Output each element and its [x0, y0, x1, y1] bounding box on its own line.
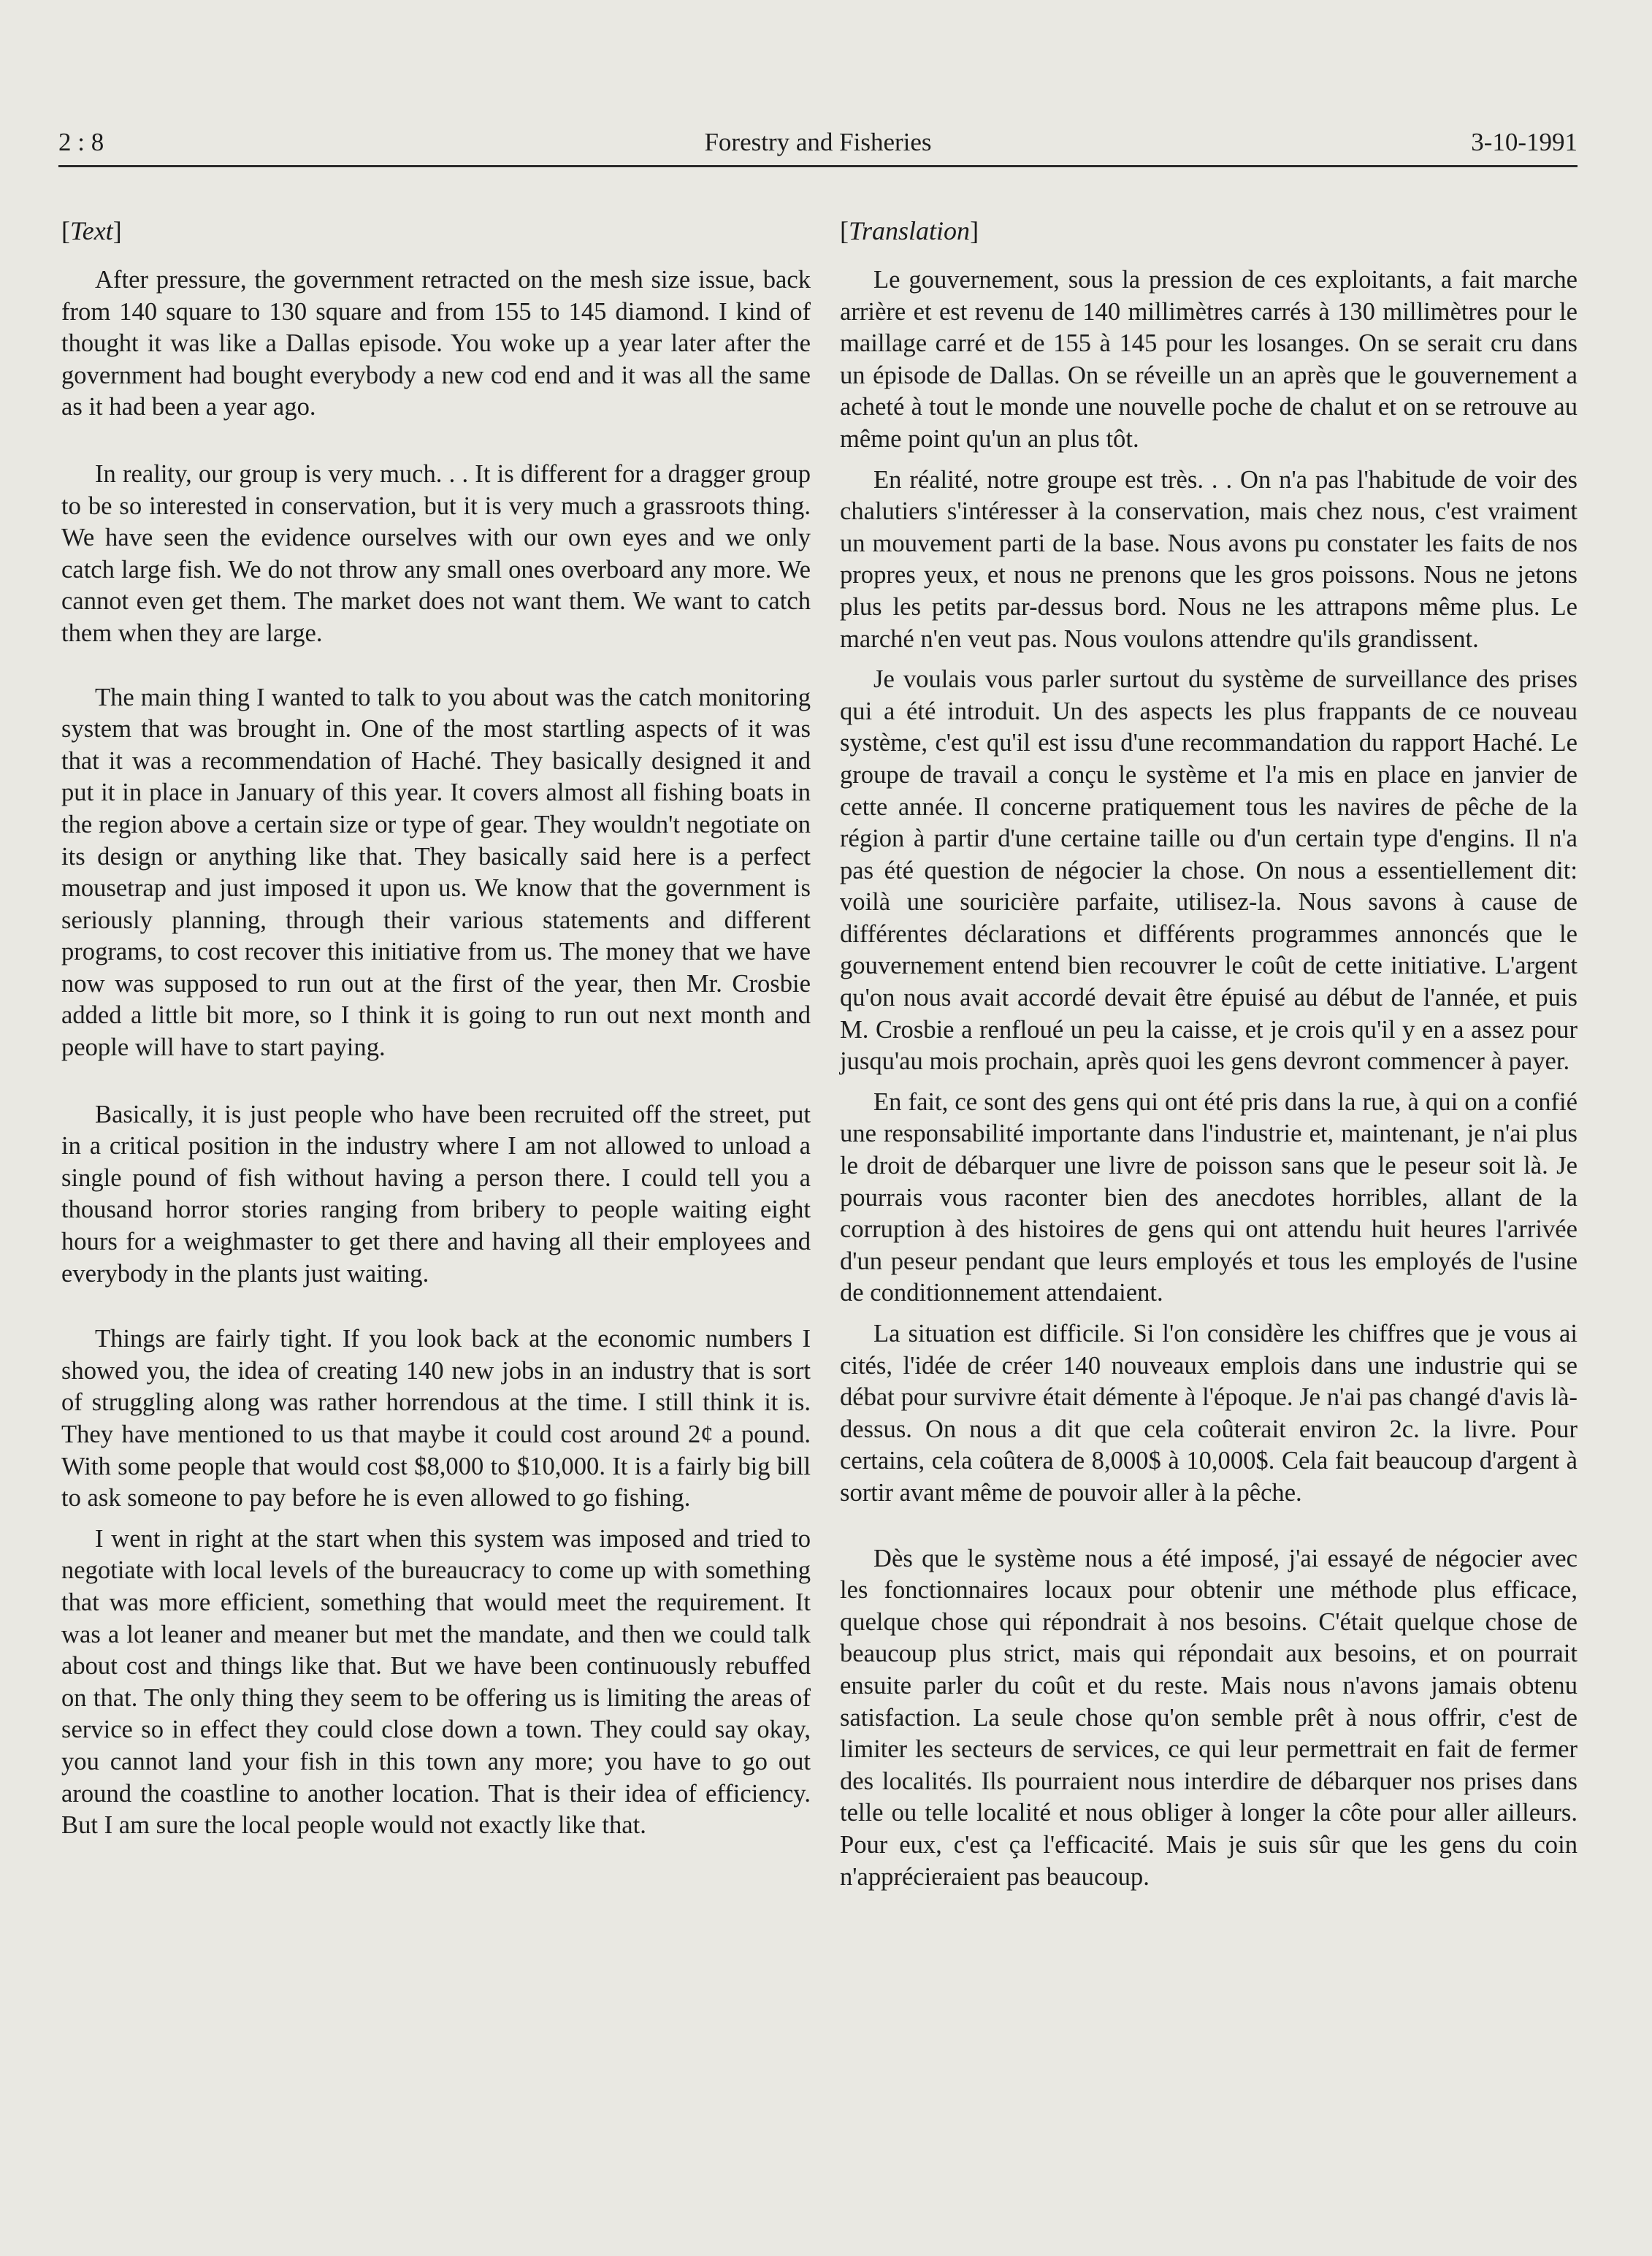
- publication-title: Forestry and Fisheries: [704, 128, 932, 156]
- column-label-translation: [Translation]: [840, 216, 979, 245]
- header-rule: [58, 165, 1578, 167]
- header-date: 3-10-1991: [1471, 128, 1578, 156]
- paragraph: Dès que le système nous a été imposé, j'ai essayé de négocier avec les fonctionnaires locaux pour obtenir une méthode plus efficace, quelque chose qui répondrait à nos besoins. C'était quelque chose de beaucoup plus strict, mais qui répondait aux besoins, et on pourrait ensuite parler du coût et du reste. Mais nous n'avons jamais obtenu satisfaction. La seule chose qu'on semble prêt à nous offrir, c'est de limiter les secteurs de services, ce qui leur permettrait en fait de fermer des localités. Ils pourraient nous interdire de débarquer nos prises dans telle ou telle localité et nous obliger à longer la côte pour aller ailleurs. Pour eux, c'est ça l'efficacité. Mais je suis sûr que les gens du coin n'apprécieraient pas beaucoup.: [840, 1544, 1578, 1891]
- column-label-text: [Text]: [61, 216, 122, 245]
- column-label-text-word: Text: [70, 216, 113, 245]
- paragraph: En fait, ce sont des gens qui ont été pris dans la rue, à qui on a confié une responsabilité importante dans l'industrie et, maintenant, je n'ai plus le droit de débarquer une livre de poisson sans que le peseur soit là. Je pourrais vous raconter bien des anecdotes horribles, allant de la corruption à des histoires de gens qui ont attendu huit heures l'arrivée d'un peseur pendant que leurs employés et tous les employés de l'usine de conditionnement attendaient.: [840, 1087, 1578, 1307]
- paragraph: I went in right at the start when this system was imposed and tried to negotiate with local levels of the bureaucracy to come up with something that was more efficient, something that would meet the requirement. It was a lot leaner and meaner but met the mandate, and then we could talk about cost and things like that. But we have been continuously rebuffed on that. The only thing they seem to be offering us is limiting the areas of service so in effect they could close down a town. They could say okay, you cannot land your fish in this town any more; you have to go out around the coastline to another location. That is their idea of efficiency. But I am sure the local people would not exactly like that.: [61, 1524, 811, 1840]
- paragraph: Le gouvernement, sous la pression de ces exploitants, a fait marche arrière et est revenu de 140 millimètres carrés à 130 millimètres pour le maillage carré et de 155 à 145 pour les losanges. On se serait cru dans un épisode de Dallas. On se réveille un an après que le gouvernement a acheté à tout le monde une nouvelle poche de chalut et on se retrouve au même point qu'un an plus tôt.: [840, 266, 1578, 453]
- paragraph: The main thing I wanted to talk to you about was the catch monitoring system that was brought in. One of the most startling aspects of it was that it was a recommendation of Haché. They basically designed it and put it in place in January of this year. It covers almost all fishing boats in the region above a certain size or type of gear. They wouldn't negotiate on its design or anything like that. They basically said here is a perfect mousetrap and just imposed it upon us. We know that the government is seriously planning, through their various statements and different programs, to cost recover this initiative from us. The money that we have now was supposed to run out at the first of the year, then Mr. Crosbie added a little bit more, so I think it is going to run out next month and people will have to start paying.: [61, 683, 811, 1062]
- text-column: [61, 213, 811, 1842]
- paragraph: In reality, our group is very much. . . It is different for a dragger group to be so interested in conservation, but it is very much a grassroots thing. We have seen the evidence ourselves with our own eyes and we only catch large fish. We do not throw any small ones overboard any more. We cannot even get them. The market does not want them. We want to catch them when they are large.: [61, 459, 811, 647]
- running-header: [58, 126, 1578, 167]
- column-label-translation-word: Translation: [849, 216, 971, 245]
- paragraph: Things are fairly tight. If you look back at the economic numbers I showed you, the idea of creating 140 new jobs in an industry that is sort of struggling along was rather horrendous at the time. I still think it is. They have mentioned to us that maybe it could cost around 2¢ a pound. With some people that would cost $8,000 to $10,000. It is a fairly big bill to ask someone to pay before he is even allowed to go fishing.: [61, 1325, 811, 1513]
- paragraph: En réalité, notre groupe est très. . . On n'a pas l'habitude de voir des chalutiers s'intéresser à la conservation, mais chez nous, c'est vraiment un mouvement parti de la base. Nous avons pu constater les faits de nos propres yeux, et nous ne prenons que les gros poissons. Nous ne jetons plus les petits par-dessus bord. Nous ne les attrapons même plus. Le marché n'en veut pas. Nous voulons attendre qu'ils grandissent.: [840, 465, 1578, 653]
- page-number: 2 : 8: [58, 128, 104, 156]
- paragraph: Basically, it is just people who have been recruited off the street, put in a critical position in the industry where I am not allowed to unload a single pound of fish without having a person there. I could tell you a thousand horror stories ranging from bribery to people waiting eight hours for a weighmaster to get there and having all their employees and everybody in the plants just waiting.: [61, 1100, 811, 1288]
- paragraph: La situation est difficile. Si l'on considère les chiffres que je vous ai cités, l'idée de créer 140 nouveaux emplois dans une industrie qui se débat pour survivre était démente à l'époque. Je n'ai pas changé d'avis là-dessus. On nous a dit que cela coûterait environ 2c. la livre. Pour certains, cela coûtera de 8,000$ à 10,000$. Cela fait beaucoup d'argent à sortir avant même de pouvoir aller à la pêche.: [840, 1320, 1578, 1507]
- translation-column: [840, 213, 1578, 1893]
- paragraph: After pressure, the government retracted on the mesh size issue, back from 140 square to 130 square and from 155 to 145 diamond. I kind of thought it was like a Dallas episode. You woke up a year later after the government had bought everybody a new cod end and it was all the same as it had been a year ago.: [61, 266, 811, 421]
- paragraph: Je voulais vous parler surtout du système de surveillance des prises qui a été introduit. Un des aspects les plus frappants de ce nouveau système, c'est qu'il est issu d'une recommandation du rapport Haché. Le groupe de travail a conçu le système et l'a mis en place en janvier de cette année. Il concerne pratiquement tous les navires de pêche de la région à partir d'une certaine taille ou d'un certain type d'engins. Il n'a pas été question de négocier la chose. On nous a essentiellement dit: voilà une souricière parfaite, utilisez-la. Nous savons à cause de différentes déclarations et différents programmes annoncés que le gouvernement entend bien recouvrer le coût de cette initiative. L'argent qu'on nous avait accordé devait être épuisé au début de l'année, et puis M. Crosbie a renfloué un peu la caisse, et je crois qu'il y en a assez pour jusqu'au mois prochain, après quoi les gens devront commencer à payer.: [840, 665, 1578, 1076]
